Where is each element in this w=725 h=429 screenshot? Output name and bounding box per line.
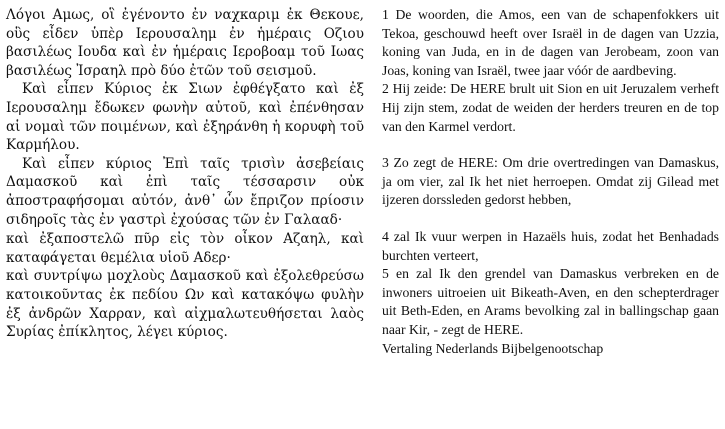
dutch-verse-4: 4 zal Ik vuur werpen in Hazaëls huis, zodat het Benhadads burchten verteert, — [382, 228, 719, 263]
dutch-verse-3: 3 Zo zegt de HERE: Om drie overtredingen van Damaskus, ja om vier, zal Ik het niet herroepen. Omdat zij Gilead met ijzeren dorssleden gedorst hebben, — [382, 155, 719, 208]
greek-verse-2: Καὶ εἶπεν Κύριος ἐκ Σιων ἐφθέγξατο καὶ ἐξ Ιερουσαλημ ἔδωκεν φωνὴν αὐτοῦ, καὶ ἐπένθησαν αἱ νομαὶ τῶν ποιμένων, καὶ ἐξηράνθη ἡ κορυφὴ τοῦ Καρμήλου. — [6, 81, 364, 154]
greek-verse-4: καὶ ἐξαποστελῶ πῦρ εἰς τὸν οἶκον Αζαηλ, καὶ καταφάγεται θεμέλια υἱοῦ Αδερ· — [6, 231, 364, 266]
dutch-verse-2: 2 Hij zeide: De HERE brult uit Sion en uit Jeruzalem verheft Hij zijn stem, zodat de weiden der herders treuren en de top van den Karmel verdort. — [382, 81, 719, 134]
dutch-verse-1: 1 De woorden, die Amos, een van de schapenfokkers uit Tekoa, geschouwd heeft over Israël in de dagen van Uzzia, koning van Juda, en in de dagen van Jerobeam, zoon van Joas, koning van Israël, twee jaar vóór de aardbeving. — [382, 7, 719, 78]
dutch-text-column — [382, 6, 719, 358]
dutch-verse-5: 5 en zal Ik den grendel van Damaskus verbreken en de inwoners uitroeien uit Bikeath-Aven, en den schepterdrager uit Beth-Eden, en Arams bevolking zal in ballingschap gaan naar Kir, - zegt de HERE. — [382, 266, 719, 337]
greek-text-column — [6, 6, 364, 342]
greek-verse-5: καὶ συντρίψω μοχλοὺς Δαμασκοῦ καὶ ἐξολεθρεύσω κατοικοῦντας ἐκ πεδίου Ων καὶ κατακόψω φυλὴν ἐξ ἀνδρῶν Χαρραν, καὶ αἰχμαλωτευθήσεται λαὸς Συρίας ἐπίκλητος, λέγει κύριος. — [6, 268, 364, 341]
greek-verse-1: Λόγοι Αμως, οἳ ἐγένοντο ἐν ναχκαριμ ἐκ Θεκουε, οὓς εἶδεν ὑπὲρ Ιερουσαλημ ἐν ἡμέραις Οζιου βασιλέως Ιουδα καὶ ἐν ἡμέραις Ιεροβοαμ τοῦ Ιωας βασιλέως Ἰσραηλ πρὸ δύο ἐτῶν τοῦ σεισμοῦ. — [6, 7, 364, 79]
greek-verse-3: Καὶ εἶπεν κύριος Ἐπὶ ταῖς τρισὶν ἀσεβείαις Δαμασκοῦ καὶ ἐπὶ ταῖς τέσσαρσιν οὐκ ἀποστραφήσομαι αὐτόν, ἀνθ᾽ ὧν ἔπριζον πρίοσιν σιδηροῖς τὰς ἐν γαστρὶ ἐχούσας τῶν ἐν Γαλααδ· — [6, 155, 364, 228]
translation-credit: Vertaling Nederlands Bijbelgenootschap — [382, 340, 604, 356]
